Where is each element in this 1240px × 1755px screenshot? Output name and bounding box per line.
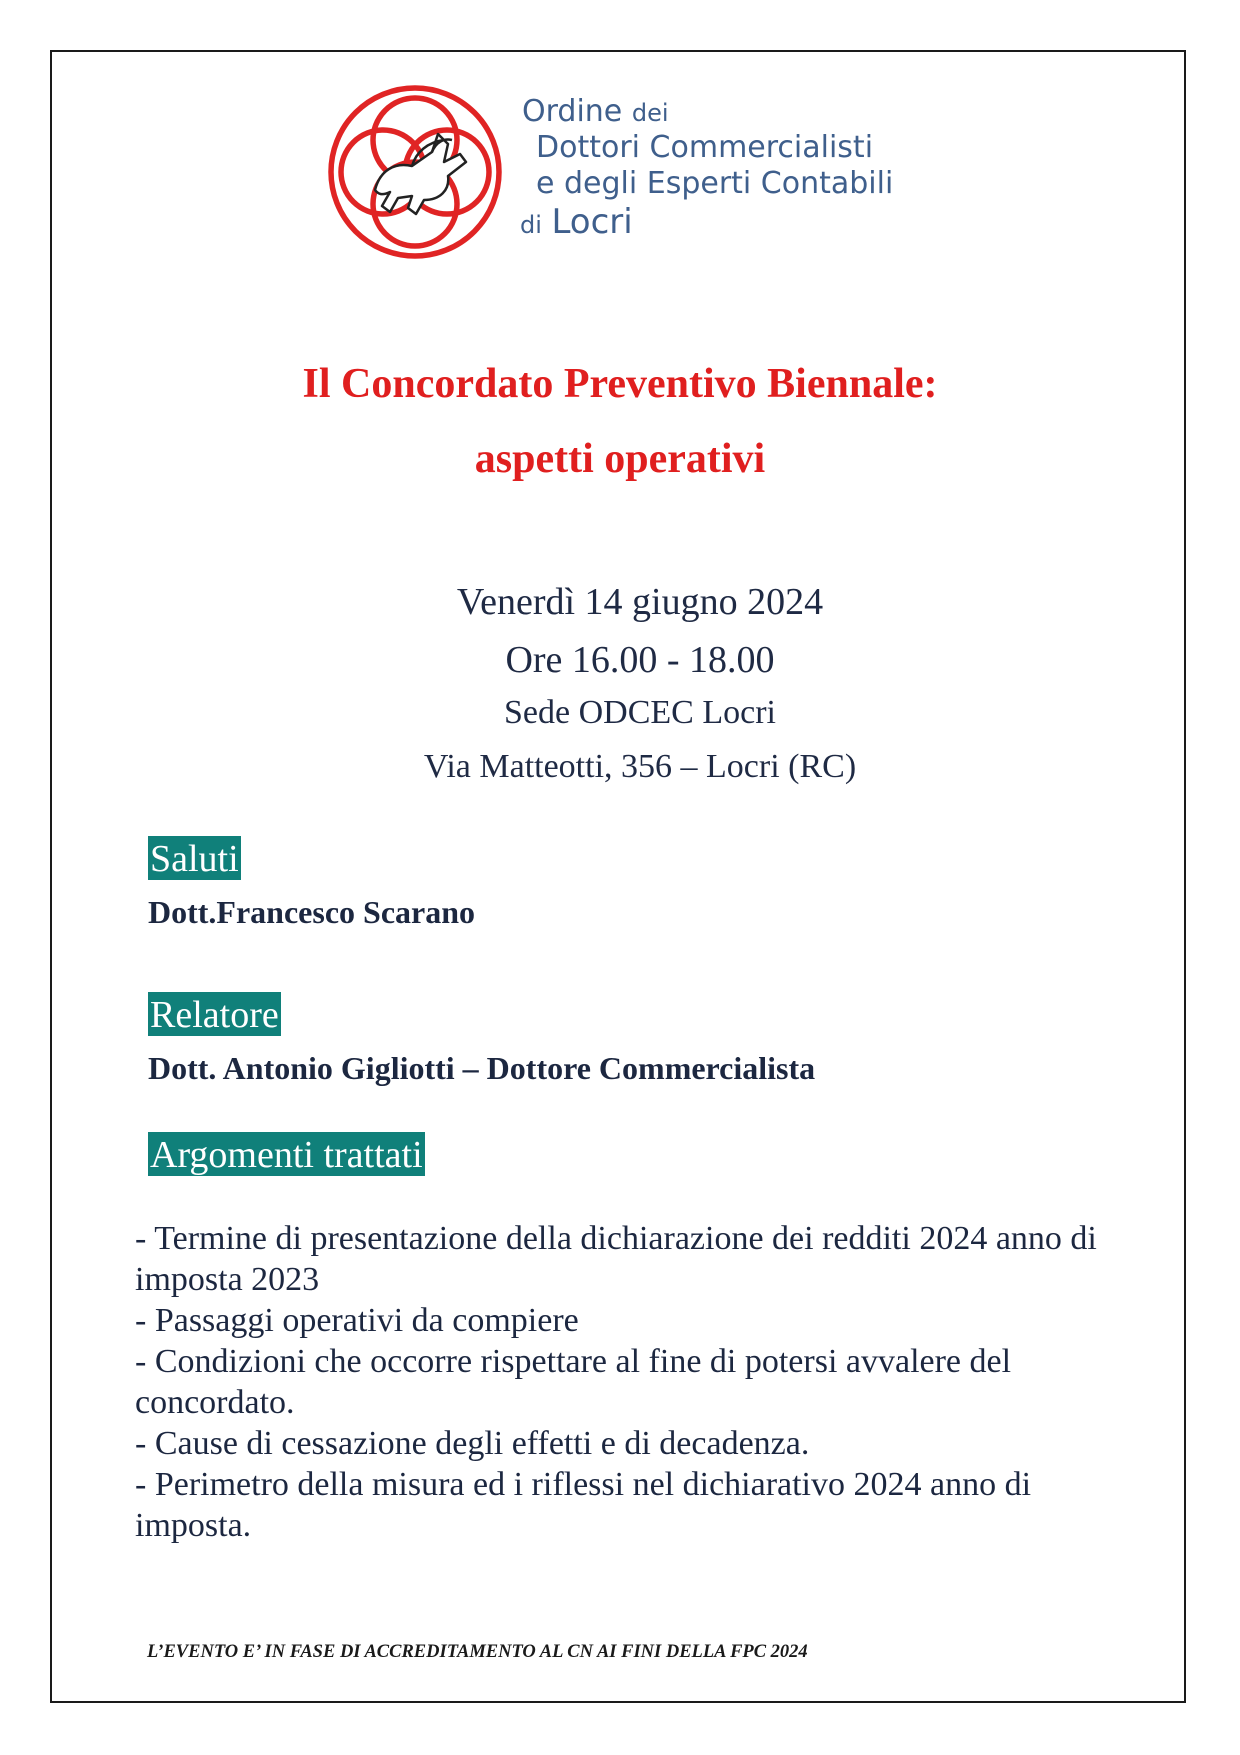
relatore-heading: Relatore	[150, 994, 279, 1036]
logo-text	[520, 94, 893, 243]
saluti-heading: Saluti	[150, 838, 239, 880]
logo-word-ordine: Ordine	[522, 94, 623, 129]
topic-item: - Passaggi operativi da compiere	[135, 1302, 579, 1339]
topic-item: - Condizioni che occorre rispettare al fine di potersi avvalere del concordato.	[135, 1343, 1012, 1421]
topic-item: - Cause di cessazione degli effetti e di decadenza.	[135, 1425, 810, 1462]
event-date: Venerdì 14 giugno 2024	[456, 581, 824, 623]
event-address: Via Matteotti, 356 – Locri (RC)	[423, 748, 857, 785]
event-title-line-1: Il Concordato Preventivo Biennale:	[302, 361, 938, 407]
event-venue: Sede ODCEC Locri	[504, 694, 776, 731]
logo-word-dei: dei	[631, 99, 669, 127]
logo-line-3: e degli Esperti Contabili	[536, 166, 894, 201]
accreditation-note: L’EVENTO E’ IN FASE DI ACCREDITAMENTO AL CN AI FINI DELLA FPC 2024	[147, 1642, 808, 1662]
logo-line-4	[520, 202, 893, 243]
event-time: Ore 16.00 - 18.00	[505, 639, 775, 681]
pegasus-rings-logo-icon	[320, 82, 510, 262]
logo-line-1	[520, 94, 893, 130]
topic-item: - Perimetro della misura ed i riflessi nel dichiarativo 2024 anno di imposta.	[135, 1466, 1032, 1544]
logo-line-2: Dottori Commercialisti	[536, 130, 874, 165]
event-title-line-2: aspetti operativi	[474, 436, 766, 482]
argomenti-heading: Argomenti trattati	[150, 1134, 423, 1176]
saluti-speaker: Dott.Francesco Scarano	[148, 894, 476, 930]
relatore-speaker: Dott. Antonio Gigliotti – Dottore Commercialista	[148, 1050, 816, 1086]
logo-word-di: di	[520, 211, 542, 239]
topics-list	[135, 1218, 1115, 1546]
logo-word-locri: Locri	[551, 202, 633, 242]
topic-item: - Termine di presentazione della dichiarazione dei redditi 2024 anno di imposta 2023	[135, 1220, 1097, 1298]
odcec-logo	[320, 82, 920, 262]
